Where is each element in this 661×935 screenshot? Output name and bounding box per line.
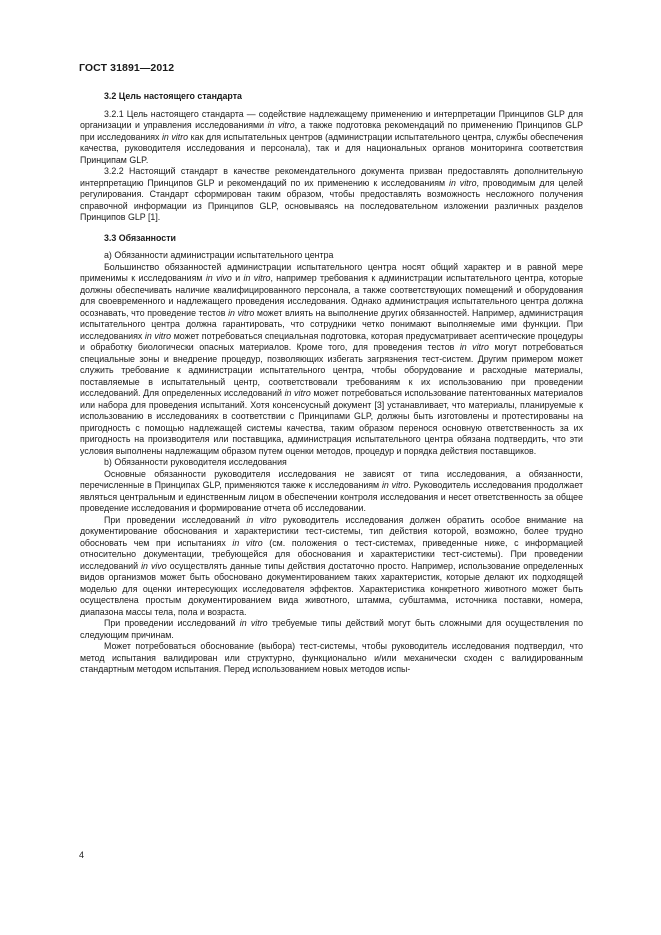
list-item-a: a) Обязанности администрации испытательного центра [104,250,334,260]
paragraph-3-2-2: 3.2.2 Настоящий стандарт в качестве рекомендательного документа призван предоставлять дополнительную интерпретацию Принципов GLP и рекомендаций по их применению к исследованиям in vitro, проводимым для целей регулирования. Стандарт сформирован таким образом, чтобы предоставлять возможность несложного получения справочной информации из Принципов GLP, основываясь на последовательном изложении различных разделов Принципов GLP [1]. [80,166,583,222]
paragraph-b-3: При проведении исследований in vitro требуемые типы действий могут быть сложными для осуществления по следующим причинам. [80,618,583,640]
page-number: 4 [79,850,85,860]
paragraph-b-4: Может потребоваться обоснование (выбора) тест-системы, чтобы руководитель исследования подтвердил, что метод испытания валидирован или структурно, функционально и/или механически сходен с валидированным стандартным методом испытания. Перед использованием новых методов испы- [80,641,583,674]
list-item-b: b) Обязанности руководителя исследования [104,457,287,467]
paragraph-b-2: При проведении исследований in vitro руководитель исследования должен обратить особое внимание на документирование обоснования и характеристики тест-системы, тип действия которой, возможно, более трудно обосновать чем при испытаниях in vitro (см. положения о тест-системах, приведенные ниже, с информацией относительно документации, требующейся для обоснования и характеристики тест-системы). При проведении исследований in vivo осуществлять данные типы действия достаточно просто. Например, использование определенных видов организмов может быть обосновано документированием таких характеристик, которые делают их подходящей моделью для оценки интересующих исследователя эффектов. Характеристика конкретного животного может быть осуществлена простым документированием вида животного, штамма, субштамма, источника поставки, номера, диапазона массы тела, пола и возраста. [80,514,584,617]
paragraph-b-1: Основные обязанности руководителя исследования не зависят от типа исследования, а обязанности, перечисленные в Принципах GLP, применяются также к исследованиям in vitro. Руководитель исследования продолжает являться центральным и единственным лицом в обеспечении контроля исследования и несет ответственность за общее проведение исследования и формирование отчета об исследовании. [80,468,583,513]
document-body [80,91,583,676]
section-heading-3-2: 3.2 Цель настоящего стандарта [104,91,242,101]
document-header: ГОСТ 31891—2012 [79,62,175,74]
paragraph-a: Большинство обязанностей администрации испытательного центра носят общий характер и в равной мере применимы к исследованиям in vivo и in vitro, например требования к администрации испытательного центра, которые должны обеспечивать наличие квалифицированного персонала, а также соответствующих помещений и оборудования для своевременного и надлежащего проведения исследования. Однако администрация испытательного центра должна осознавать, что проведение тестов in vitro может влиять на выполнение других обязанностей. Например, администрация испытательного центра должна гарантировать, что сотрудники четко понимают выполняемые ими функции. При исследованиях in vitro может потребоваться специальная подготовка, которая предусматривает асептические процедуры и обработку биологически опасных материалов. Кроме того, для проведения тестов in vitro могут потребоваться специальные зоны и внедрение процедур, позволяющих избегать загрязнения тест-систем. Другим примером может служить требование к администрации испытательного центра, чтобы оборудование и расходные материалы, поставляемые в испытательный центр, соответствовали требованиям к их использованию при проведении исследований. Для определенных исследований in vitro может потребоваться использование патентованных материалов или набора для проведения испытаний. Хотя консенсусный документ [3] устанавливает, что материалы, планируемые к использованию в исследованиях в соответствии с Принципами GLP, должны быть изготовлены и протестированы на пригодность с помощью надлежащей системы качества, таким образом перенося основную ответственность за их пригодность на производителя или поставщика, администрация испытательного центра обязана подтвердить, что эти условия выполнены надлежащим образом путем оценки методов, процедур и порядка действия поставщиков. [80,261,583,456]
paragraph-3-2-1: 3.2.1 Цель настоящего стандарта — содействие надлежащему применению и интерпретации Принципов GLP для организации и управления исследованиями in vitro, а также подготовка рекомендаций по применению Принципов GLP при исследованиях in vitro как для испытательных центров (администрации испытательного центра, службы обеспечения качества, руководителя исследования и персонала), так и для национальных органов мониторинга соответствия Принципам GLP. [80,108,583,165]
section-heading-3-3: 3.3 Обязанности [104,232,176,243]
